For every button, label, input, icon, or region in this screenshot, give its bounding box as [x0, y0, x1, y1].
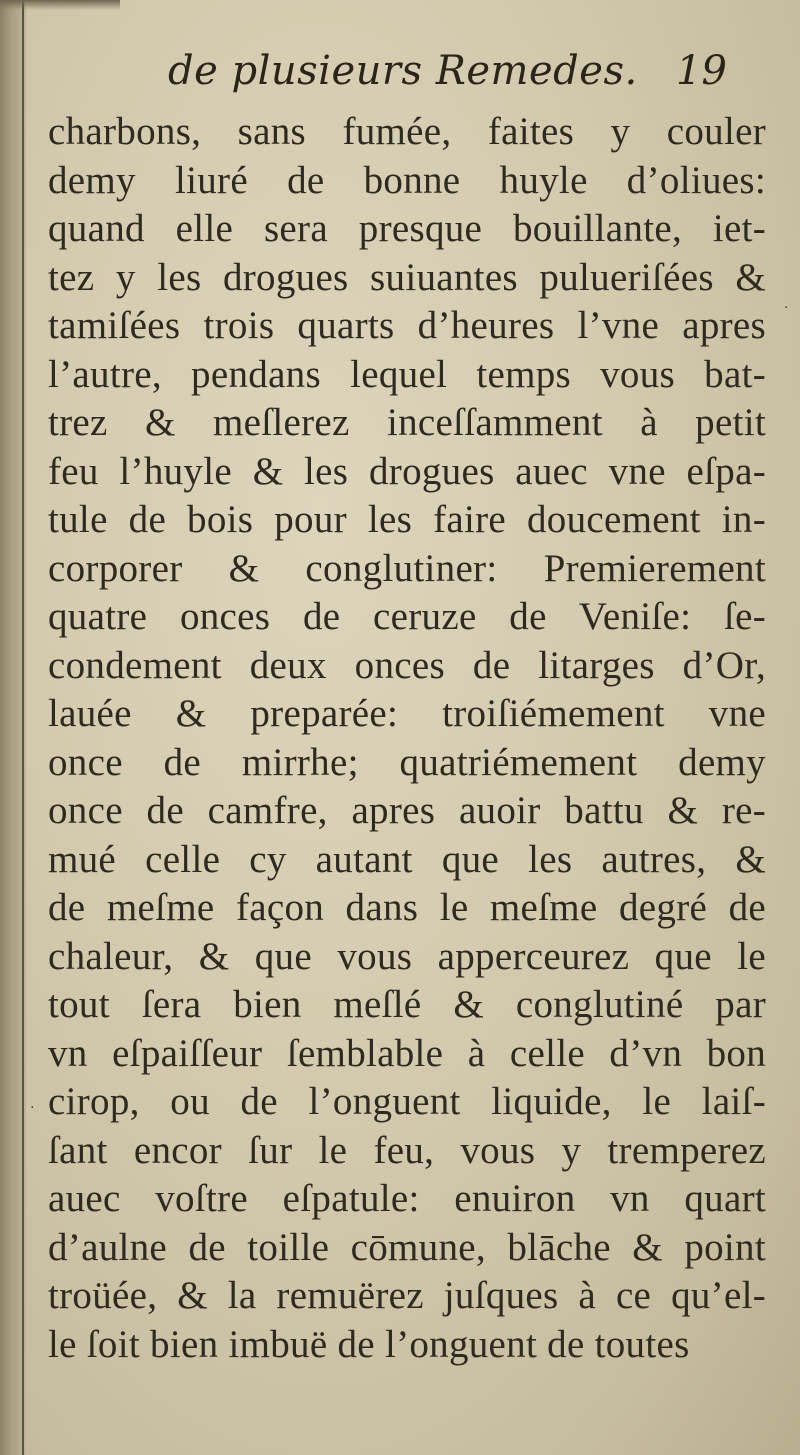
- body-text: [48, 108, 766, 1369]
- margin-speck: ·: [784, 300, 789, 316]
- text-line: quand elle sera presque bouillante, iet-: [48, 207, 766, 250]
- page-number: 19: [676, 48, 727, 94]
- page-edge-line: [22, 0, 24, 1455]
- text-line: tamiſées trois quarts d’heures l’vne apres: [48, 304, 766, 347]
- text-line: de meſme façon dans le meſme degré de: [48, 886, 766, 929]
- text-line: quatre onces de ceruze de Veniſe: ſe-: [48, 595, 766, 638]
- page-header: [0, 48, 800, 108]
- text-line: trez & meſlerez inceſſamment à petit: [48, 401, 766, 444]
- text-line: auec voſtre eſpatule: enuiron vn quart: [48, 1177, 766, 1220]
- text-line: chaleur, & que vous apperceurez que le: [48, 934, 766, 978]
- text-line: demy liuré de bonne huyle d’oliues:: [48, 158, 766, 202]
- text-line: mué celle cy autant que les autres, &: [48, 837, 766, 881]
- text-line: condement deux onces de litarges d’Or,: [48, 643, 766, 687]
- text-line: once de mirrhe; quatriémement demy: [48, 740, 766, 784]
- text-line: tout ſera bien meſlé & conglutiné par: [48, 983, 766, 1026]
- margin-speck: ·: [30, 1100, 35, 1116]
- text-line: cirop, ou de l’onguent liquide, le laiſ-: [48, 1080, 766, 1123]
- text-line: tule de bois pour les faire doucement in-: [48, 498, 766, 541]
- text-line: d’aulne de toille cōmune, blāche & point: [48, 1225, 766, 1269]
- text-line: once de camfre, apres auoir battu & re-: [48, 789, 766, 832]
- text-line: feu l’huyle & les drogues auec vne eſpa-: [48, 449, 766, 493]
- text-line: tez y les drogues suiuantes pulueriſées &: [48, 255, 766, 299]
- text-line: corporer & conglutiner: Premierement: [48, 546, 766, 590]
- top-edge-shadow: [0, 0, 120, 10]
- text-line: l’autre, pendans lequel temps vous bat-: [48, 352, 766, 396]
- text-line: charbons, sans fumée, faites y couler: [48, 110, 766, 153]
- text-line: vn eſpaiſſeur ſemblable à celle d’vn bon: [48, 1031, 766, 1075]
- text-line: ſant encor ſur le feu, vous y tremperez: [48, 1128, 766, 1172]
- running-head: de plusieurs Remedes.: [168, 48, 638, 94]
- text-line: troüée, & la remuërez juſques à ce qu’el-: [48, 1274, 766, 1317]
- text-line: lauée & preparée: troiſiémement vne: [48, 692, 766, 735]
- text-line: le ſoit bien imbuë de l’onguent de toutes: [48, 1322, 690, 1366]
